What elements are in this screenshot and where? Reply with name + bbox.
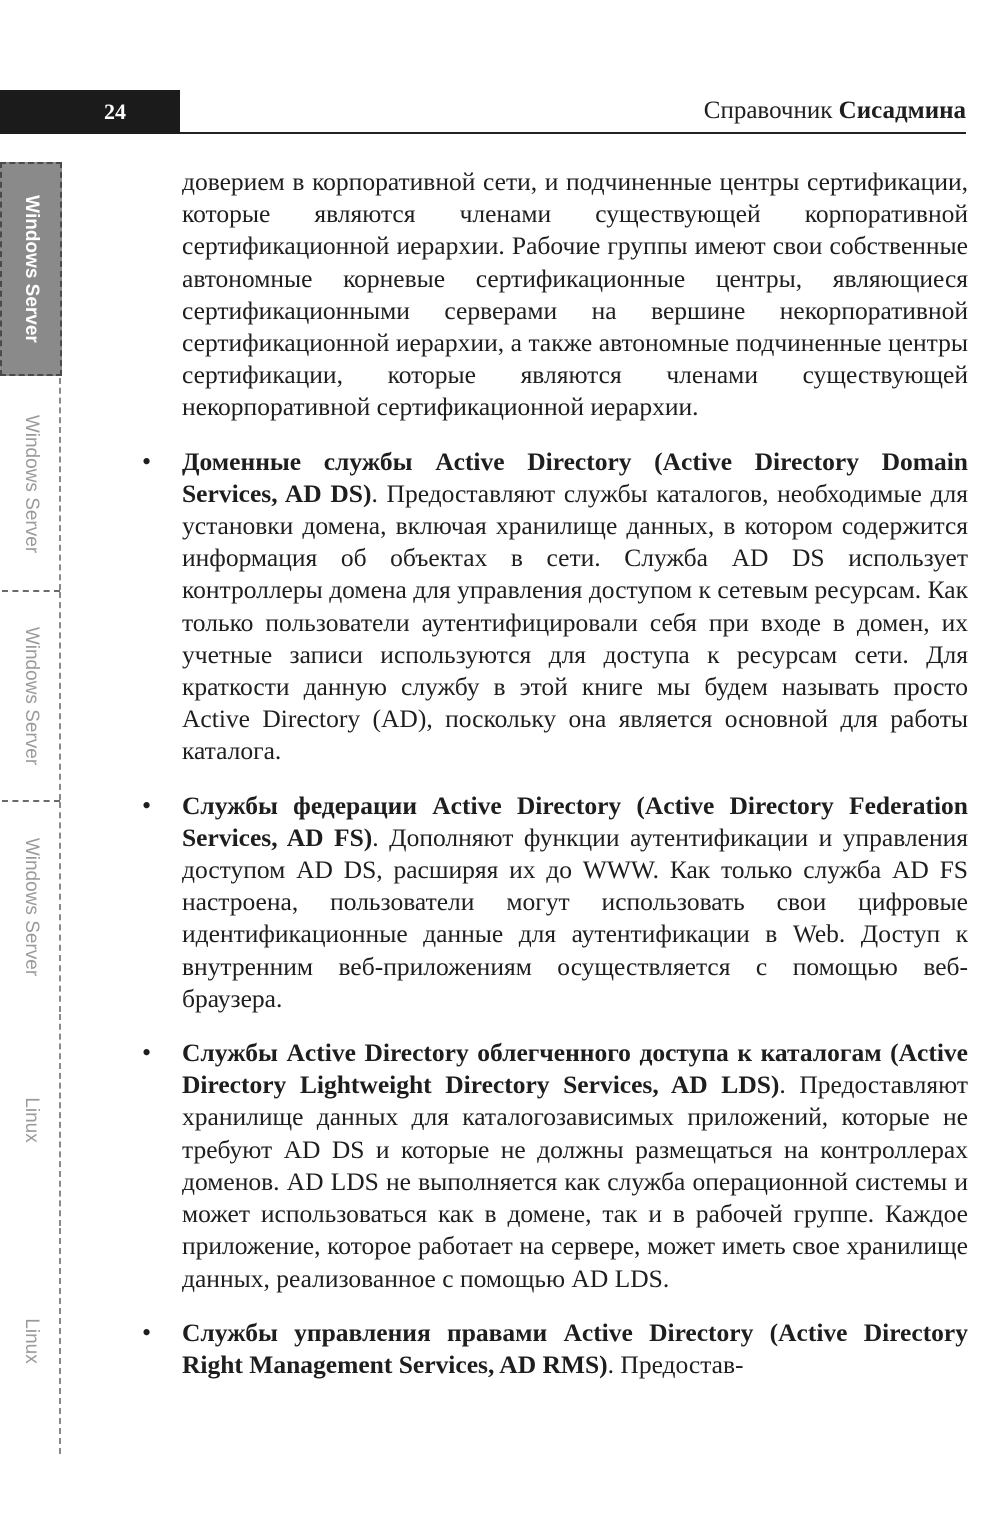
page-number-box bbox=[0, 90, 180, 134]
side-tab-label: Windows Server bbox=[21, 195, 42, 343]
item-text: . Предостав- bbox=[607, 1349, 744, 1379]
bullet-icon: • bbox=[142, 1317, 152, 1347]
side-tab-label: Linux bbox=[21, 1318, 42, 1364]
running-title-bold: Сисадмина bbox=[838, 97, 966, 124]
side-tab-linux[interactable] bbox=[0, 1014, 62, 1226]
item-term: Доменные службы Active Directory (Active Directory Domain Services, AD DS) bbox=[182, 446, 968, 508]
item-text: . Предоставляют службы каталогов, необходимые для установки домена, включая хранилище данных, в котором содержится информация об объектах в сети. Служба AD DS использует контроллеры домена для управления доступом к сетевым ресурсам. Как только пользователи аутентифицировали себя при входе в домен, их учетные записи используются для доступа к ресурсам сети. Для краткости данную службу в этой книге мы будем называть просто Active Directory (AD), поскольку она является основной для работы каталога. bbox=[182, 478, 968, 766]
side-tab-linux[interactable] bbox=[0, 1228, 62, 1454]
side-tab-label: Windows Server bbox=[21, 837, 42, 977]
list-item bbox=[142, 1317, 968, 1381]
side-tab-label: Windows Server bbox=[21, 626, 42, 766]
item-term: Службы федерации Active Directory (Active Directory Federation Services, AD FS) bbox=[182, 790, 968, 852]
list-item bbox=[142, 446, 968, 768]
side-tabs bbox=[0, 162, 64, 1462]
side-tab-windows-server[interactable] bbox=[0, 802, 62, 1012]
side-tab-windows-server[interactable] bbox=[0, 592, 62, 800]
item-text: . Дополняют функции аутентификации и управления доступом AD DS, расширяя их до WWW. Как только служба AD FS настроена, пользователи могут использовать свои цифровые идентификационные данные для аутентификации в Web. Доступ к внутренним веб-приложениям осуществляется с помощью веб-браузера. bbox=[182, 822, 968, 1013]
page-number: 24 bbox=[104, 99, 126, 124]
item-term: Службы Active Directory облегченного доступа к каталогам (Active Directory Lightweight Directory Services, AD LDS) bbox=[182, 1038, 968, 1100]
page-header bbox=[0, 90, 966, 134]
services-list bbox=[142, 446, 968, 1381]
bullet-icon: • bbox=[142, 1038, 152, 1068]
bullet-icon: • bbox=[142, 446, 152, 476]
running-title bbox=[704, 97, 966, 125]
side-tab-label: Linux bbox=[21, 1097, 42, 1143]
intro-paragraph: доверием в корпоративной сети, и подчиненные центры сертификации, которые являются членами существующей корпоративной сертификационной иерархии. Рабочие группы имеют свои собственные автономные корневые сертификационные центры, являющиеся сертификационными серверами на вершине некорпоративной сертификационной иерархии, а также автономные подчиненные центры сертификации, которые являются членами существующей некорпоративной сертификационной иерархии. bbox=[182, 167, 968, 422]
item-text: . Предоставляют хранилище данных для каталогозависимых приложений, которые не требуют AD DS и которые не должны размещаться на контроллерах доменов. AD LDS не выполняется как служба операционной системы и может использоваться как в домене, так и в рабочей группе. Каждое приложение, которое работает на сервере, может иметь свое хранилище данных, реализованное с помощью AD LDS. bbox=[182, 1070, 968, 1293]
page-content bbox=[142, 166, 968, 1381]
list-item bbox=[142, 1037, 968, 1295]
list-item bbox=[142, 790, 968, 1015]
side-tab-label: Windows Server bbox=[21, 414, 42, 554]
header-rule bbox=[180, 132, 966, 134]
bullet-icon: • bbox=[142, 790, 152, 820]
side-tab-windows-server[interactable] bbox=[0, 378, 62, 590]
item-term: Службы управления правами Active Directory (Active Directory Right Management Services, AD RMS) bbox=[182, 1317, 968, 1379]
running-title-regular: Справочник bbox=[703, 97, 839, 124]
side-tab-windows-server-active[interactable] bbox=[0, 162, 62, 376]
